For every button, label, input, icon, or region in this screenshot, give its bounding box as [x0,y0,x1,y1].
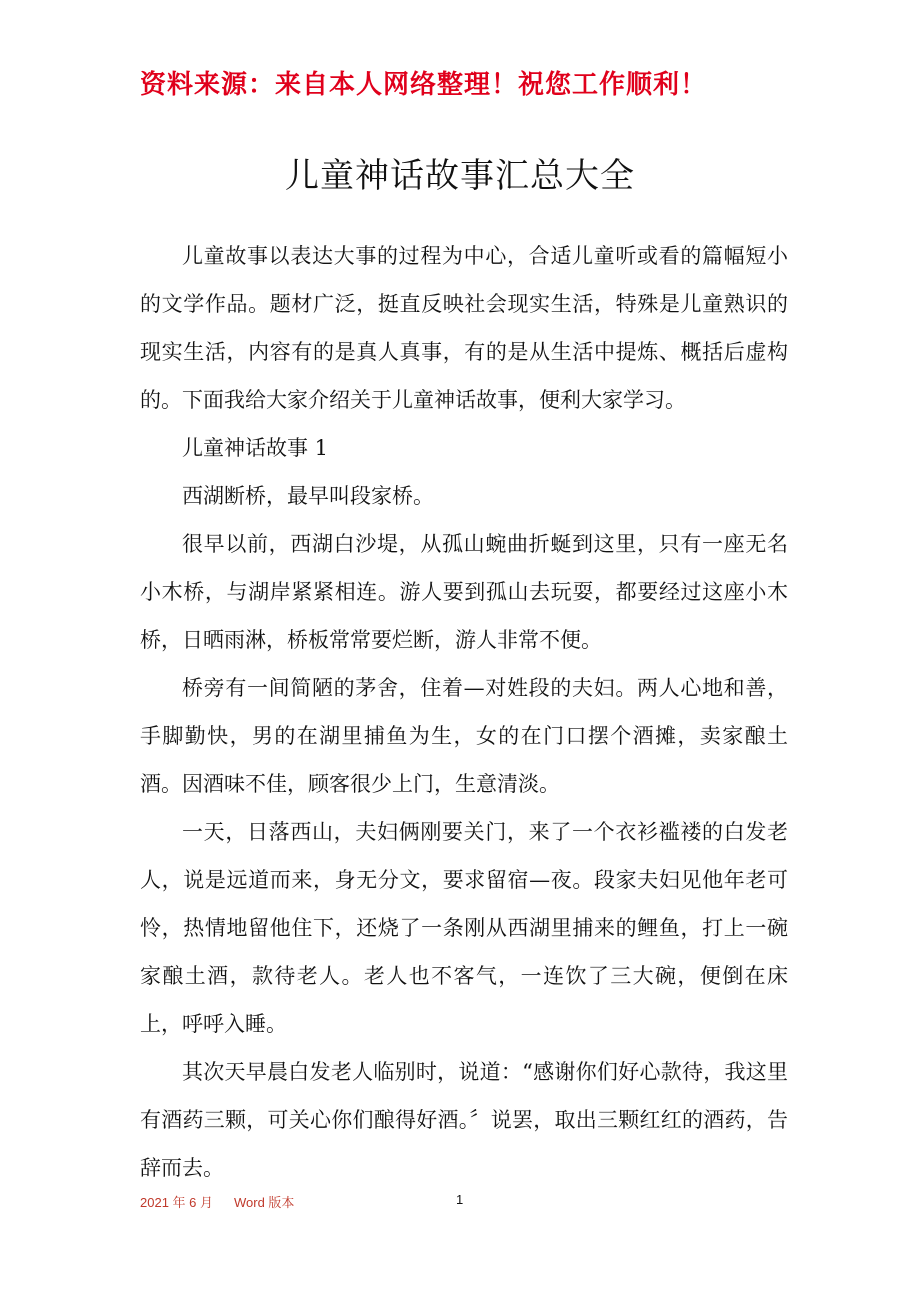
story-paragraph: 其次天早晨白发老人临别时，说道：“感谢你们好心款待，我这里有酒药三颗，可关心你们酿得好酒。〞说罢，取出三颗红红的酒药，告辞而去。 [140,1060,788,1180]
footer-date: 2021 年 6 月 [140,1195,213,1210]
footer-version: Word 版本 [234,1195,295,1210]
story-paragraph: 一天，日落西山，夫妇俩刚要关门，来了一个衣衫褴褛的白发老人，说是远道而来，身无分文，要求留宿—夜。段家夫妇见他年老可怜，热情地留他住下，还烧了一条刚从西湖里捕来的鲤鱼，打上一碗家酿土酒，款待老人。老人也不客气，一连饮了三大碗，便倒在床上，呼呼入睡。 [140,820,788,1036]
source-banner: 资料来源：来自本人网络整理！祝您工作顺利！ [140,70,708,100]
story-heading: 儿童神话故事 1 [182,436,329,460]
intro-paragraph: 儿童故事以表达大事的过程为中心，合适儿童听或看的篇幅短小的文学作品。题材广泛，挺直反映社会现实生活，特殊是儿童熟识的现实生活，内容有的是真人真事，有的是从生活中提炼、概括后虚构的。下面我给大家介绍关于儿童神话故事，便利大家学习。 [140,244,788,412]
document-title: 儿童神话故事汇总大全 [285,156,635,196]
page-footer [140,1192,780,1212]
page-number: 1 [456,1192,464,1207]
document-body [140,232,788,1192]
story-paragraph: 桥旁有一间简陋的茅舍，住着—对姓段的夫妇。两人心地和善，手脚勤快，男的在湖里捕鱼为生，女的在门口摆个酒摊，卖家酿土酒。因酒味不佳，顾客很少上门，生意清淡。 [140,676,788,796]
story-paragraph: 很早以前，西湖白沙堤，从孤山蜿曲折蜒到这里，只有一座无名小木桥，与湖岸紧紧相连。游人要到孤山去玩耍，都要经过这座小木桥，日晒雨淋，桥板常常要烂断，游人非常不便。 [140,532,788,652]
story-paragraph: 西湖断桥，最早叫段家桥。 [182,484,434,508]
